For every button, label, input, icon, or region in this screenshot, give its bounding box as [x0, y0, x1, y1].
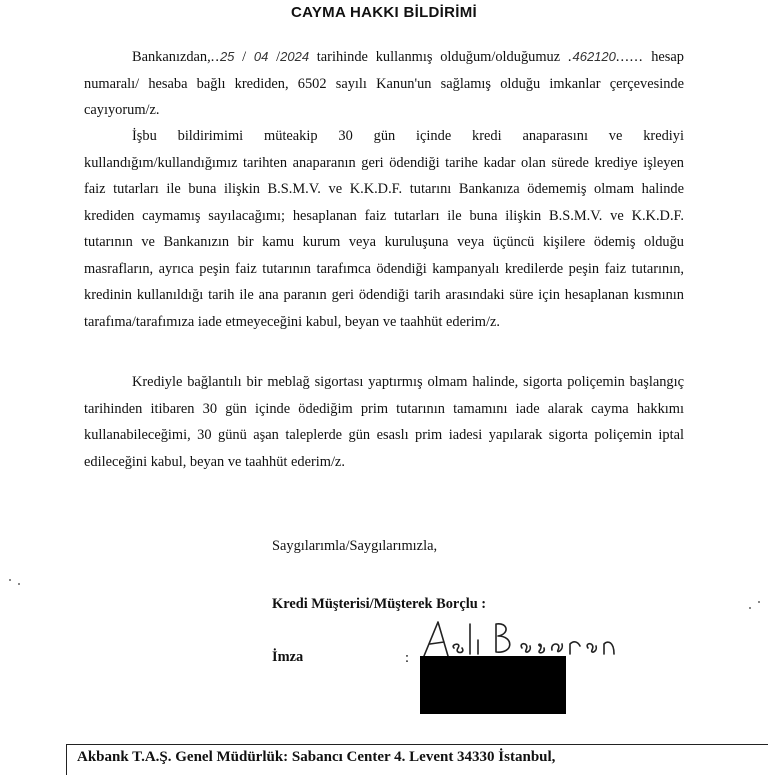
- scan-speck: [758, 601, 760, 603]
- account-number: 462120: [572, 49, 616, 64]
- document-title: CAYMA HAKKI BİLDİRİMİ: [290, 4, 478, 21]
- scan-speck: [9, 579, 11, 581]
- paragraph-1: Bankanızdan,..25 / 04 /2024 tarihinde kullanmış olduğum/olduğumuz .462120...... hesap numaralı/ hesaba bağlı krediden, 6502 sayılı Kanun'un sağlamış olduğu imkanlar çerçevesinde cayıyorum/z.: [84, 49, 684, 118]
- signature-label: İmza: [272, 649, 304, 665]
- paragraph-1-intro: Bankanızdan,: [132, 49, 211, 65]
- paragraph-2: [84, 123, 684, 335]
- scan-speck: [749, 607, 751, 609]
- signature-colon: :: [405, 650, 409, 666]
- date-year: 2024: [280, 49, 310, 64]
- paragraph-1-mid: tarihinde kullanmış olduğum/olduğumuz: [316, 49, 561, 65]
- paragraph-3: [84, 369, 684, 475]
- paragraph-2-text: İşbu bildirimimi müteakip 30 gün içinde kredi anaparasını ve krediyi kullandığım/kullandığımız tarihten anaparanın geri ödendiği tarihe kadar olan sürede krediye işleyen faiz tutarları ile buna ilişkin B.S.M.V. ve K.K.D.F. tutarını Bankanıza ödememiş olmam halinde krediden caymamış sayılacağımı; hesaplanan faiz tutarları ile buna ilişkin B.S.M.V. ve K.K.D.F. tutarının ve Bankanızın bir kamu kurum veya kuruluşuna veya üçüncü kişilere ödemiş olduğu masrafların, ayrıca peşin faiz tutarının tarafımca ödendiği kampanyalı kredilerde peşin faiz tutarının, kredinin kullanıldığı tarih ile ana paranın geri ödendiği tarih arasındaki süre için hesaplanan kısmının tarafıma/tarafımıza iade etmeyeceğini kabul, beyan ve taahhüt ederim/z.: [84, 128, 684, 330]
- paragraph-1-rest: hesap numaralı/ hesaba bağlı krediden, 6502 sayılı Kanun'un sağlamış olduğu imkanlar çerçevesinde cayıyorum/z.: [84, 49, 684, 118]
- redacted-block: [420, 656, 566, 714]
- date-month: 04: [253, 49, 269, 64]
- borrower-label: Kredi Müşterisi/Müşterek Borçlu :: [272, 596, 487, 612]
- date-day: 25: [219, 49, 235, 64]
- scan-speck: [18, 583, 20, 585]
- footer-address: Akbank T.A.Ş. Genel Müdürlük: Sabancı Center 4. Levent 34330 İstanbul,: [77, 749, 556, 765]
- paragraph-3-text: Krediyle bağlantılı bir meblağ sigortası yaptırmış olmam halinde, sigorta poliçemin başlangıç tarihinden itibaren 30 gün içinde ödediğim prim tutarının tamamını iade alarak cayma hakkımı kullanabileceğimi, 30 günü aşan taleplerde gün esaslı prim iadesi yapılarak sigorta poliçemin iptal edileceğini kabul, beyan ve taahhüt ederim/z.: [84, 374, 684, 470]
- closing-text: Saygılarımla/Saygılarımızla,: [272, 538, 438, 554]
- footer-bar: [66, 744, 768, 775]
